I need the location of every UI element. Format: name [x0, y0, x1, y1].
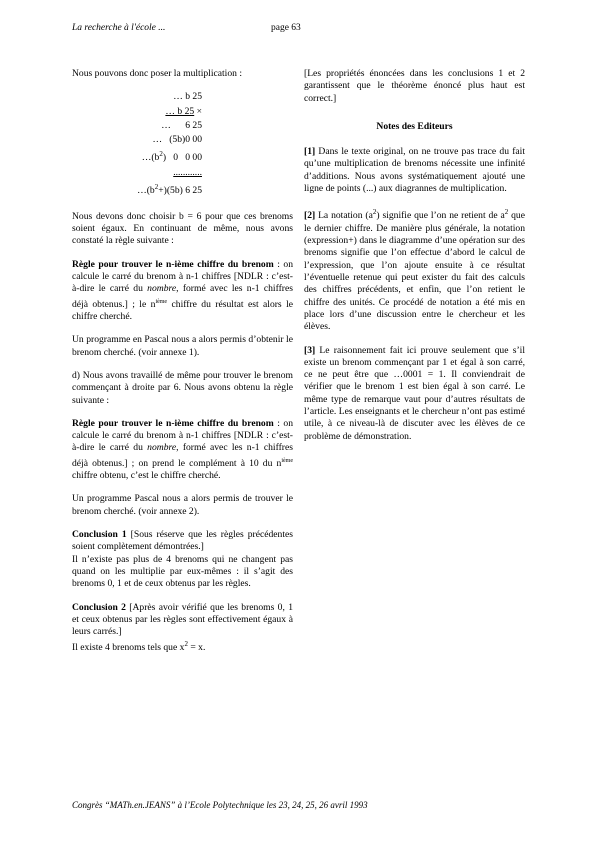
page-number: page 63 [271, 23, 301, 33]
running-header: La recherche à l'école ... [72, 23, 166, 33]
footer-text: Congrès “MATh.en.JEANS” à l’Ecole Polytechnique les 23, 24, 25, 26 avril 1993 [72, 800, 368, 810]
mult-row-dots: ............ [173, 166, 202, 178]
left-column [72, 68, 293, 666]
notes-title: Notes des Editeurs [376, 120, 453, 132]
paragraph-pascal-1: Un programme en Pascal nous a alors permis d’obtenir le brenom cherché. (voir annexe 1). [72, 334, 293, 358]
mult-row-5: $\dots(b^2)$ 0 0 00 [141, 150, 202, 164]
note-1: [1] Dans le texte original, on ne trouve pas trace du fait qu’une multiplication de brenoms nécessite une infinité d’additions. Nous avons systématiquement ajouté une ligne de points (...) aux diagrannes de multiplication. [304, 146, 525, 195]
note-3: [3] Le raisonnement fait ici prouve seulement que s’il existe un brenom commençant par 1 et égal à son carré, ce ne peut être que …0001 = 1. Il conviendrait de vérifier que le brenom 1 est bien égal à son carré. Le même type de remarque vaut pour d’autres résultats de l’article. Les enseignants et le chercheur n’ont pas estimé utile, à ce niveau-là de discuter avec les élèves de ce problème de démonstration. [304, 344, 525, 442]
note-2: [2] La notation $(a^2)$ signifie que l’on ne retient de $a^2$ que le dernier chiffre. De manière plus générale, la notation (expression+) dans le diagramme d’une opération sur des brenoms signifie que l’on effectue d’abord le calcul de l’expression, que l’on ajoute ensuite à ce résultat l’éventuelle retenue qui peut exister du fait des calculs des chiffres précédents, et enfin, que l’on retient le chiffre des unités. Ce procédé de notation a été mis en place lors d’une discussion entre le chercheur et les élèves. [304, 208, 525, 333]
right-column [304, 68, 525, 454]
mult-row-2: … b 25 × [165, 105, 202, 117]
mult-row-result: $\dots(b^2+)(5b)$ 6 25 [137, 183, 202, 197]
paragraph-d: d) Nous avons travaillé de même pour trouver le brenom commençant à droite par 6. Nous avons obtenu la règle suivante : [72, 369, 293, 406]
conclusion-1-heading: Conclusion 1 [Sous réserve que les règles précédentes soient complètement démontrées.] [72, 529, 294, 553]
paragraph-pascal-2: Un programme Pascal nous a alors permis de trouver le brenom cherché. (voir annexe 2). [72, 493, 293, 517]
editor-bracket-note: [Les propriétés énoncées dans les conclusions 1 et 2 garantissent que le théorème énoncé plus haut est correct.] [304, 68, 525, 104]
paragraph-choose-b: Nous devons donc choisir b = 6 pour que ces brenoms soient égaux. En continuant de même, nous avons constaté la règle suivante : [72, 210, 293, 247]
mult-row-1: … b 25 [173, 91, 202, 103]
rule-1: Règle pour trouver le n-ième chiffre du brenom : on calcule le carré du brenom à n-1 chiffres [NDLR : c’est-à-dire le carré du nombre, formé avec les n-1 chiffres déjà obtenus.] ; le $n^{ième}$ chiffre du résultat est alors le chiffre cherché. [72, 258, 293, 323]
conclusion-2-body: Il existe 4 brenoms tels que $x^2 = x$. [72, 640, 206, 654]
intro-text: Nous pouvons donc poser la multiplication : [72, 68, 243, 79]
conclusion-1-body: Il n’existe pas plus de 4 brenoms qui ne changent pas quand on les multiplie par eux-mêmes : il s’agit des brenoms 0, 1 et de ceux obtenus par les règles. [72, 553, 293, 590]
rule-2: Règle pour trouver le n-ième chiffre du brenom : on calcule le carré du brenom à n-1 chiffres [NDLR : c’est-à-dire le carré du nombre, formé avec les n-1 chiffres déjà obtenus.] ; on prend le complément à 10 du $n^{ième}$ chiffre obtenu, c’est le chiffre cherché. [72, 417, 293, 482]
mult-row-4: … (5b)0 00 [152, 134, 202, 146]
mult-row-3: … 6 25 [161, 119, 202, 131]
conclusion-2-heading: Conclusion 2 [Après avoir vérifié que les brenoms 0, 1 et ceux obtenus par les règles sont effectivement égaux à leurs carrés.] [72, 601, 293, 638]
multiplication-diagram [72, 90, 202, 198]
